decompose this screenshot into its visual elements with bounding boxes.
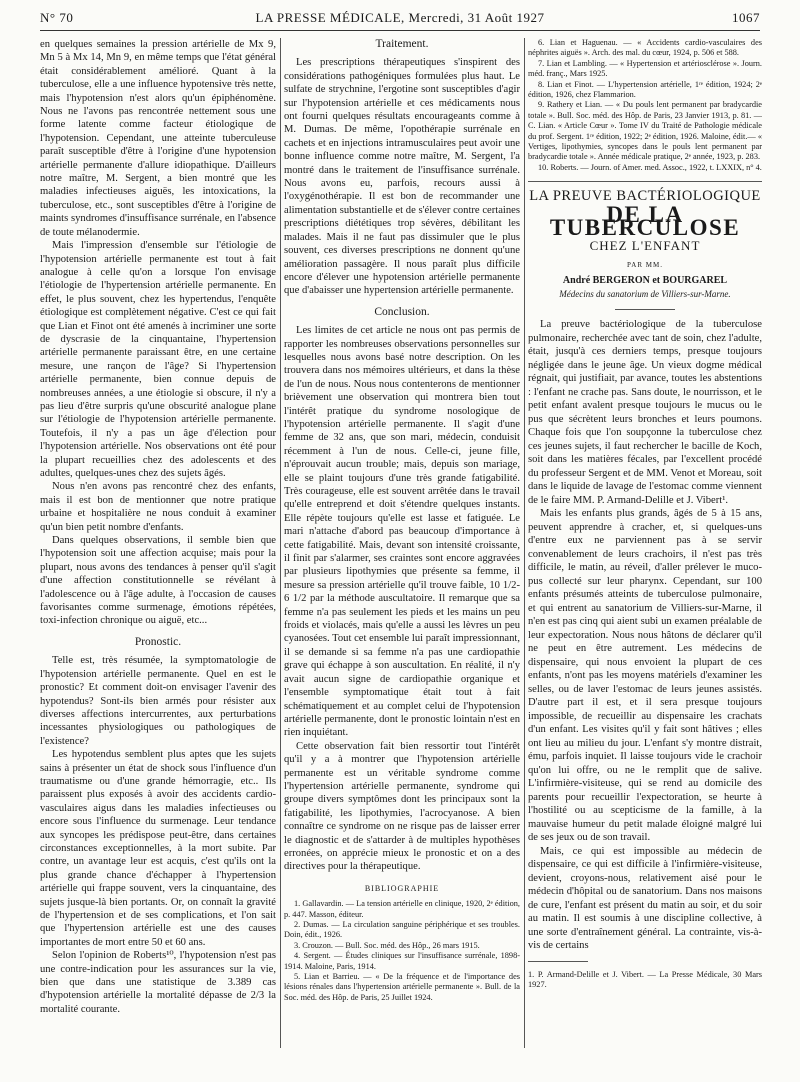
column-2 [284,38,520,1048]
reference: 5. Lian et Barrieu. — « De la fréquence et de l'importance des lésions rénales dans l'hypertension artérielle permanente ». Bull. de la Soc. méd. des Hôp. de Paris, 25 Juillet 1924. [284,972,520,1002]
paragraph: Selon l'opinion de Roberts¹⁰, l'hypotension n'est pas une contre-indication pour les assurances sur la vie, bien que dans une statistique de 3.389 cas d'hypotension artérielle la mortalité dépasse de 2/3 la mortalité courante. [40,950,276,1015]
bibliography-title: BIBLIOGRAPHIE [364,883,440,893]
reference: 6. Lian et Haguenau. — « Accidents cardio-vasculaires des néphrites aiguës ». Arch. des mal. du cœur, 1924, p. 506 et 588. [528,38,762,58]
paragraph: Les prescriptions thérapeutiques s'inspirent des considérations pathogéniques formulées plus haut. Le sulfate de strychnine, l'ergotine sont susceptibles d'agir sur l'hypotension artérielle et ces médicaments nous ont fourni quelques résultats encourageants comme à M. Dumas. De même, l'opothérapie surrénale en cachets et en injections intramusculaires peut avoir une bonne influence comme notre maître, M. Sergent, l'a montré dans le traitement de l'insuffisance surrénale. Nous avons eu, parfois, recours aussi à l'oxygénothérapie. Il est bon de recommander une alimentation substantielle et de s'élever contre certaines prescriptions diététiques trop sévères, débilitant les malades. Mais il ne faut pas dissimuler que le plus souvent, ces diverses prescriptions ne donnent qu'une amélioration passagère. Il nous paraît plus difficile encore d'élever une hypotension artérielle permanente que d'abaisser une hypertension artérielle permanente. [284,57,520,297]
footnote: 1. P. Armand-Delille et J. Vibert. — La Presse Médicale, 30 Mars 1927. [528,969,762,990]
article-body [528,318,762,953]
section-title-pronostic: Pronostic. [134,635,182,648]
section-title-conclusion: Conclusion. [374,305,430,318]
reference: 9. Rathery et Lian. — « Du pouls lent permanent par bradycardie totale ». Bull. Soc. méd. des Hôp. de Paris, 23 Janvier 1913, p. 81. — C. Lian. « Article Cœur ». Tome IV du Traité de Pathologie médicale du prof. Sergent. 1ʳᵉ édition, 1922; 2ᵉ édition, 1926. Maloine, édit.— « Vertiges, lipothymies, syncopes dans le pouls lent permanent par bradycardie totale ». Année médicale pratique, 2ᵉ année, 1923, p. 283. [528,100,762,162]
paragraph: Dans quelques observations, il semble bien que l'hypotension soit une affection acquise; mais pour la plupart, nous avons des tendances à penser qu'il s'agit d'une affection constitutionnelle se révélant à l'adolescence ou à l'âge adulte, à l'occasion de causes favorisantes comme surmenage, émotions répétées, toxi-infection chronique ou aiguë, etc... [40,535,276,627]
column-3 [528,38,762,1048]
reference: 4. Sergent. — Études cliniques sur l'insuffisance surrénale, 1898-1914. Maloine, Paris, 1914. [284,951,520,971]
column-divider [524,38,525,1048]
paragraph: Les hypotendus semblent plus aptes que les sujets sains à présenter un état de shock sous l'influence d'un traumatisme ou d'une grande hémorragie, etc.. Ils paraissent plus exposés à avoir des accidents cardio-vasculaires aigus dans les maladies infectieuses ou encore sous l'influence du surmenage. Leur tendance aux syncopes les prédispose peut-être, dans certaines circonstances exceptionnelles, à la mort subite. Par contre, un avantage leur est acquis, c'est qu'ils ont la plus grande chance d'échapper à l'hypertension artérielle qui frappe souvent, vers la cinquantaine, des sujets jusque-là bien portants. Or, on connaît la gravité de l'hypertension et de ses complications, et l'on sait que l'hypertension artérielle est une des causes importantes de mort entre 50 et 60 ans. [40,749,276,948]
paragraph: Les limites de cet article ne nous ont pas permis de rapporter les nombreuses observations personnelles sur lesquelles nous avons basé notre description. On les trouvera dans nos mémoires ultérieurs, et dans la thèse de l'un de nous. Nous nous contenterons de mentionner brièvement une observation qui montrera bien tout l'intérêt pratique du syndrome nosologique de l'hypotension artérielle permanente. Il s'agit d'une femme de 32 ans, que son mari, médecin, conduisit récemment à l'un de nous. Celle-ci, jeune fille, n'éprouvait aucun trouble; mais, depuis son mariage, elle se plaint toujours d'une très grande fatigabilité. Très courageuse, elle est souvent arrêtée dans le travail qu'elle entreprend et doit s'étendre quelques instants. Elle répète toujours qu'elle est lasse et fatiguée. Le mari n'attache d'abord pas beaucoup d'importance à cette fatigabilité. Mais, devant son intensité croissante, il finit par s'alarmer, ses craintes sont encore aggravées par plusieurs lipothymies que présente sa femme, il mesure sa pression artérielle qu'il trouve faible, 10 1/2-6 1/2 par la méthode auscultatoire. Il remarque que sa femme n'a pas seulement les pieds et les mains un peu froids et violacés, mais qu'elle a aussi les lèvres un peu cyanosées. Tout cet ensemble lui paraît impressionnant, il se demande si sa femme n'a pas une cardiopathie grave qui échappe à son auscultation. En réalité, il n'y avait aucun signe de cardiopathie organique et l'ensemble symptomatique était tout à fait schématiquement et au complet celui de l'hypotension artérielle permanente, dont le pronostic lointain n'est en rien inquiétant. [284,325,520,739]
paragraph: Mais les enfants plus grands, âgés de 5 à 15 ans, peuvent apprendre à cracher, et, si quelques-uns d'entre eux ne parviennent pas à se servir convenablement de leurs crachoirs, il n'est pas très difficile, le matin, au réveil, d'aller prélever le muco-pus collecté sur leur pharynx. Cependant, sur 100 enfants présumés atteints de tuberculose pulmonaire, et qui entrent au sanatorium de Villiers-sur-Marne, il n'en est pas cinq qui aient subi un examen préalable de leur expectoration. Nous nous hâtons de déclarer qu'il ne peut en être autrement. Les médecins de dispensaire, qui nous envoient la plupart de ces enfants, n'ont pas les moyens matériels d'examiner les selles, ou de laver l'estomac de leurs jeunes assistés. D'autre part il est, et il sera presque toujours impossible, de recueillir au dispensaire les crachats d'un enfant. Les visites qu'il y fait sont hâtives ; elles ont lieu au milieu du jour. L'enfant s'y montre distrait, ému, parfois inquiet. Il laisse toujours vide le crachoir qu'on lui offre, ou ne le remplit que de salive. L'infirmière-visiteuse, qui se rend au domicile des parents pour recueillir l'expectoration, se heurte à l'hostilité ou au scepticisme de la famille, à la mauvaise humeur du petit malade éloigné malgré lui de ses jeux ou de son travail. [528,508,762,844]
article-affiliation: Médecins du sanatorium de Villiers-sur-Marne. [559,288,731,299]
short-rule [615,309,675,310]
reference: 2. Dumas. — La circulation sanguine périphérique et ses troubles. Doin, édit., 1926. [284,920,520,940]
page-number-right: 1067 [732,10,760,25]
paragraph: Cette observation fait bien ressortir tout l'intérêt qu'il y a à montrer que l'hypotension artérielle permanente est un véritable syndrome comme l'hypertension artérielle permanente, syndrome qui groupe divers symptômes dont les principaux sont la fatigabilité, les lipothymies, l'acrocyanose. A bien connaître ce syndrome on ne risque pas de laisser errer le diagnostic et de s'attarder à de multiples hypothèses erronées, on apprécie mieux le pronostic et on a des directives pour la thérapeutique. [284,740,520,873]
section-title-traitement: Traitement. [375,38,429,50]
reference: 8. Lian et Finot. — L'hypertension artérielle, 1ʳᵉ édition, 1924; 2ᵉ édition, 1926, chez Flammarion. [528,79,762,100]
paragraph: Telle est, très résumée, la symptomatologie de l'hypotension artérielle permanente. Quel en est le pronostic? Et comment doit-on envisager l'avenir des hypotendus? Sont-ils bien armés pour résister aux diverses affections intercurrentes, aux perturbations incessantes physiologiques ou pathologiques de l'existence? [40,655,276,747]
article-title-line-3: CHEZ L'ENFANT [589,237,701,253]
column-divider [280,38,281,1048]
paragraph: Mais, ce qui est impossible au médecin de dispensaire, ce qui est difficile à l'infirmière-visiteuse, devient, croyons-nous, relativement aisé pour le médecin d'hôpital ou de sanatorium. Dans nos maisons de cure, l'enfant est présent du matin au soir, et du soir au matin. Il est soumis à une discipline collective, à une sorte d'entraînement général. La contrainte, vis-à-vis de certains [528,845,762,952]
article-authors: André BERGERON et BOURGAREL [562,275,728,287]
paragraph: Nous n'en avons pas rencontré chez des enfants, mais il est bon de mentionner que notre pratique urbaine et hospitalière ne nous conduit à examiner qu'un bien petit nombre d'enfants. [40,481,276,533]
article-title-line-1: LA PREUVE BACTÉRIOLOGIQUE [529,188,761,205]
reference: 7. Lian et Lambling. — « Hypertension et artériosclérose ». Journ. méd. franç., Mars 1925. [528,58,762,79]
bibliography-continued [528,38,762,173]
article-separator [528,181,762,182]
article-title-line-2: DE LA TUBERCULOSE [549,201,741,241]
footnote-rule [528,961,588,962]
bibliography-list [284,899,520,1003]
column-1 [40,38,276,1048]
reference: 10. Roberts. — Journ. of Amer. med. Assoc., 1922, t. LXXIX, n° 4. [538,162,762,172]
page-number: N° 70 [40,10,74,25]
paragraph: Mais l'impression d'ensemble sur l'étiologie de l'hypotension artérielle permanente est tout à fait analogue à celle qu'on a lorsque l'on envisage l'étiologie de l'hypertension artérielle permanente. En effet, le plus souvent, chez les hypertendus, l'enquête étiologique est complètement négative. C'est ce qui fait que Lian et Finot ont été amenés à incriminer une sorte de dyscrasie de la cinquantaine, l'hypertension artérielle permanente paraissant être, en une certaine mesure, une rançon de l'âge? Si l'hypertension artérielle permanente, bien connue depuis de nombreuses années, a une étiologie si obscure, il n'y a pas lieu d'être surpris qu'une obscurité analogue plane sur l'étiologie de l'hypotension artérielle permanente. Toutefois, il n'y a pas un âge d'élection pour l'hypotension artérielle. Nos observations ont été pour la plupart recueillies chez des adolescents et des adultes, quelques-unes chez des sujets âgés. [40,240,276,479]
reference: 1. Gallavardin. — La tension artérielle en clinique, 1920, 2ᵉ édition, p. 447. Masson, éditeur. [284,899,520,919]
journal-title: LA PRESSE MÉDICALE, Mercredi, 31 Août 1927 [255,10,545,25]
reference: 3. Crouzon. — Bull. Soc. méd. des Hôp., 26 mars 1915. [294,940,480,950]
paragraph: en quelques semaines la pression artérielle de Mx 9, Mn 5 à Mx 14, Mn 9, en même temps que l'état général était considérablement amélioré. Quant à la tuberculose, elle a une influence hypotensive très nette, mais l'hypotension n'est alors qu'un épiphénomène. Nous ne l'avons pas rencontrée nettement sous une forme latente comme facteur étiologique de l'hypotension. Cependant, une atteinte tuberculeuse paraît susceptible d'être à l'origine d'une hypotension artérielle permanente d'allure idiopathique. D'ailleurs notre maître, M. Sergent, a bien montré que les maladies infectieuses aiguës, les intoxications, la tuberculose, etc., sont susceptibles d'être à l'origine de maints syndromes d'insuffisance surrénale, en l'absence de toute mélanodermie. [40,39,276,238]
byline-prefix: PAR MM. [627,260,663,269]
page-header [40,10,760,32]
paragraph: La preuve bactériologique de la tuberculose pulmonaire, recherchée avec tant de soin, chez l'adulte, était, jusqu'à ces derniers temps, presque toujours négligée dans le jeune âge. Un vieux dogme médical régnait, qui justifiait, par avance, toutes les abstentions : l'enfant ne crache pas. Sans doute, le nourrisson, et le petit enfant avalent presque toujours le mucus ou le pus que sécrètent leurs bronches et leurs poumons. Chaque fois que l'on soupçonne la tuberculose chez ces jeunes sujets, il faut rechercher le bacille de Koch, soit dans les matières fécales, par l'excellent procédé du professeur Sergent et de MM. Venot et Moreau, soit dans le liquide de lavage de l'estomac comme viennent de le faire MM. P. Armand-Delille et J. Vibert¹. [528,319,762,506]
header-rule [40,30,760,31]
